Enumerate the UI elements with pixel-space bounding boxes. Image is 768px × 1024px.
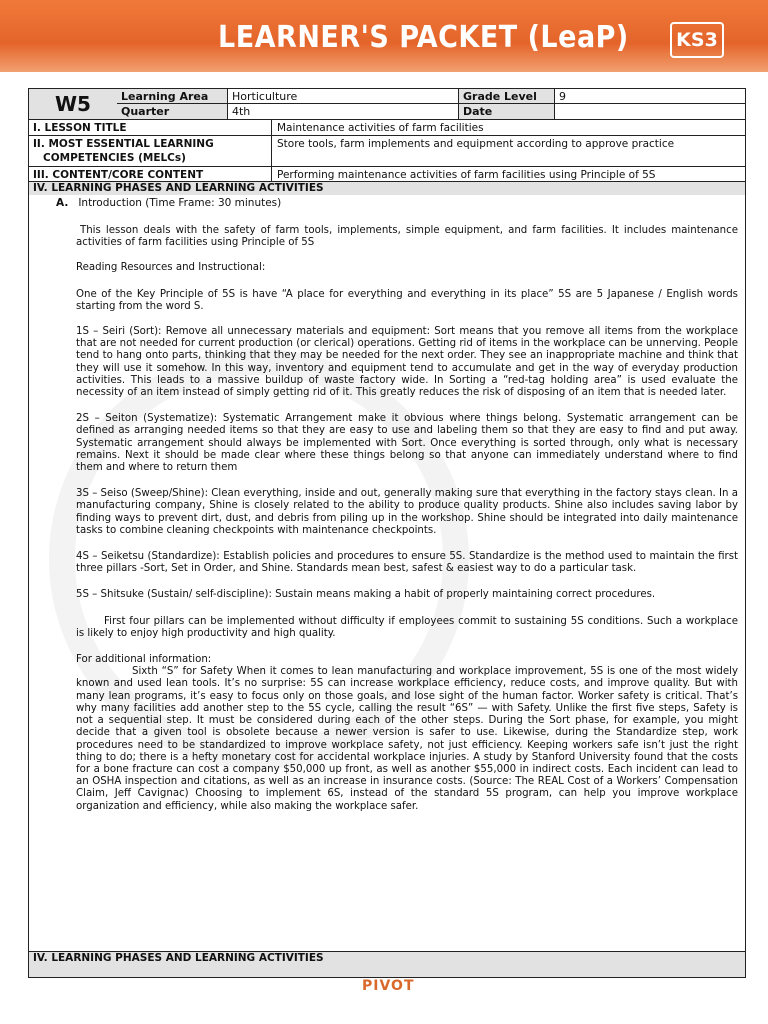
pivot-logo: PIVOT	[362, 978, 415, 994]
key-stage-badge: KS3	[670, 22, 724, 58]
learning-area-label: Learning Area	[117, 89, 228, 104]
lesson-title-row	[29, 119, 745, 135]
date-value	[555, 104, 745, 119]
lesson-body	[76, 209, 738, 813]
paragraph-key-principle: One of the Key Principle of 5S is have “A place for everything and everything in its place” 5S are 5 Japanese / English words starting from the word S.	[76, 288, 738, 312]
paragraph-resources: Reading Resources and Instructional:	[76, 262, 266, 274]
paragraph-4s-seiketsu: 4S – Seiketsu (Standardize): Establish policies and procedures to ensure 5S. Standardize is the method used to maintain the first three pillars -Sort, Set in Order, and Shine. Standards mean best, safest & easiest way to do a particular task.	[76, 551, 738, 575]
paragraph-1s-seiri: 1S – Seiri (Sort): Remove all unnecessary materials and equipment: Sort means that you remove all items from the workplace that are not needed for current production (or clerical) operations. Getting rid of items in the workplace can be unnerving. People tend to hang onto parts, thinking that they may be needed for the next order. They see an inappropriate machine and think that they will use it somehow. In this way, inventory and equipment tend to accumulate and get in the way of everyday production activities. This leads to a massive buildup of waste factory wide. In Sorting a “red-tag holding area” is used evaluate the necessity of an item instead of simply getting rid of it. This greatly reduces the risk of disposing of an item that is needed later.	[76, 326, 738, 399]
phases-section-label: IV. LEARNING PHASES AND LEARNING ACTIVITIES	[29, 181, 745, 195]
quarter-value: 4th	[228, 104, 459, 119]
lesson-sheet	[28, 88, 746, 978]
grade-level-value: 9	[555, 89, 745, 104]
paragraph-3s-seiso: 3S – Seiso (Sweep/Shine): Clean everything, inside and out, generally making sure that everything in the factory stays clean. In a manufacturing company, Shine is closely related to the ability to produce quality products. Shine also includes saving labor by finding ways to prevent dirt, dust, and debris from piling up in the workshop. Shine should be integrated into daily maintenance tasks to combine cleaning checkpoints with maintenance checkpoints.	[76, 488, 738, 536]
intro-text: Introduction (Time Frame: 30 minutes)	[78, 197, 282, 209]
content-label: III. CONTENT/CORE CONTENT	[29, 167, 272, 181]
intro-letter: A.	[56, 197, 69, 209]
packet-title: LEARNER'S PACKET (LeaP)	[218, 20, 629, 55]
date-label: Date	[459, 104, 555, 119]
paragraph-first-four-pillars: First four pillars can be implemented without difficulty if employees commit to sustaining 5S conditions. Such a workplace is likely to enjoy high productivity and high quality.	[76, 615, 738, 639]
melc-row	[29, 135, 745, 166]
grade-level-label: Grade Level	[459, 89, 555, 104]
content-row	[29, 166, 745, 181]
content-value: Performing maintenance activities of farm facilities using Principle of 5S	[277, 169, 656, 181]
melc-value: Store tools, farm implements and equipment according to approve practice	[277, 138, 675, 150]
melc-label-line1: II. MOST ESSENTIAL LEARNING	[33, 138, 214, 150]
melc-label-line2: COMPETENCIES (MELCs)	[43, 152, 186, 164]
header-banner	[0, 0, 768, 72]
paragraph-overview: This lesson deals with the safety of farm tools, implements, simple equipment, and farm facilities. It includes maintenance activities of farm facilities using Principle of 5S	[76, 225, 738, 249]
lesson-title-label: I. LESSON TITLE	[29, 120, 272, 135]
paragraph-sixth-s-safety: Sixth “S” for Safety When it comes to lean manufacturing and workplace improvement, 5S is one of the most widely known and used lean tools. It’s no surprise: 5S can increase workplace efficiency, reduce costs, and improve quality. But with many lean programs, it’s easy to focus only on those goals, and lose sight of the human factor. Worker safety is critical. That’s why many facilities add another step to the 5S cycle, calling the result “6S” — with Safety. Unlike the first five steps, Safety is not a sequential step. It must be considered during each of the other steps. During the Sort phase, for example, you might decide that a given tool is obsolete because a newer version is safer to use. Likewise, during the Standardize step, work procedures need to be standardized to improve workplace safety, not just efficiency. Keeping workers safe isn’t just the right thing to do; there is a hefty monetary cost for accidental workplace injuries. A study by Stanford University found that the costs for a bone fracture can cost a company $50,000 up front, as well as another $55,000 in indirect costs. Each incident can lead to an OSHA inspection and citations, as well as an increase in insurance costs. (Source: The REAL Cost of a Workers’ Compensation Claim, Jeff Cavignac) Choosing to implement 6S, instead of the standard 5S program, can help you improve workplace organization and efficiency, while also making the workplace safer.	[76, 666, 738, 812]
introduction-heading	[56, 197, 281, 209]
quarter-label: Quarter	[117, 104, 228, 119]
bottom-phases-label: IV. LEARNING PHASES AND LEARNING ACTIVITIES	[29, 951, 745, 977]
paragraph-2s-seiton: 2S – Seiton (Systematize): Systematic Arrangement make it obvious where things belong. Systematic arrangement can be defined as arranging needed items so that they are easy to use and labeling them so that they are easy to find and put away. Systematic arrangement should always be implemented with Sort. Once everything is sorted through, only what is necessary remains. Next it should be made clear where these things belong so that anyone can immediately understand where to find them and where to return them	[76, 413, 738, 474]
lesson-header-table	[29, 89, 745, 119]
melc-label	[29, 136, 272, 166]
paragraph-5s-shitsuke: 5S – Shitsuke (Sustain/ self-discipline): Sustain means making a habit of properly maintaining correct procedures.	[76, 589, 656, 601]
learning-area-value: Horticulture	[228, 89, 459, 104]
week-label: W5	[29, 89, 118, 119]
lesson-title-value: Maintenance activities of farm facilities	[277, 122, 484, 134]
paragraph-additional-info-label: For additional information:	[76, 654, 212, 666]
